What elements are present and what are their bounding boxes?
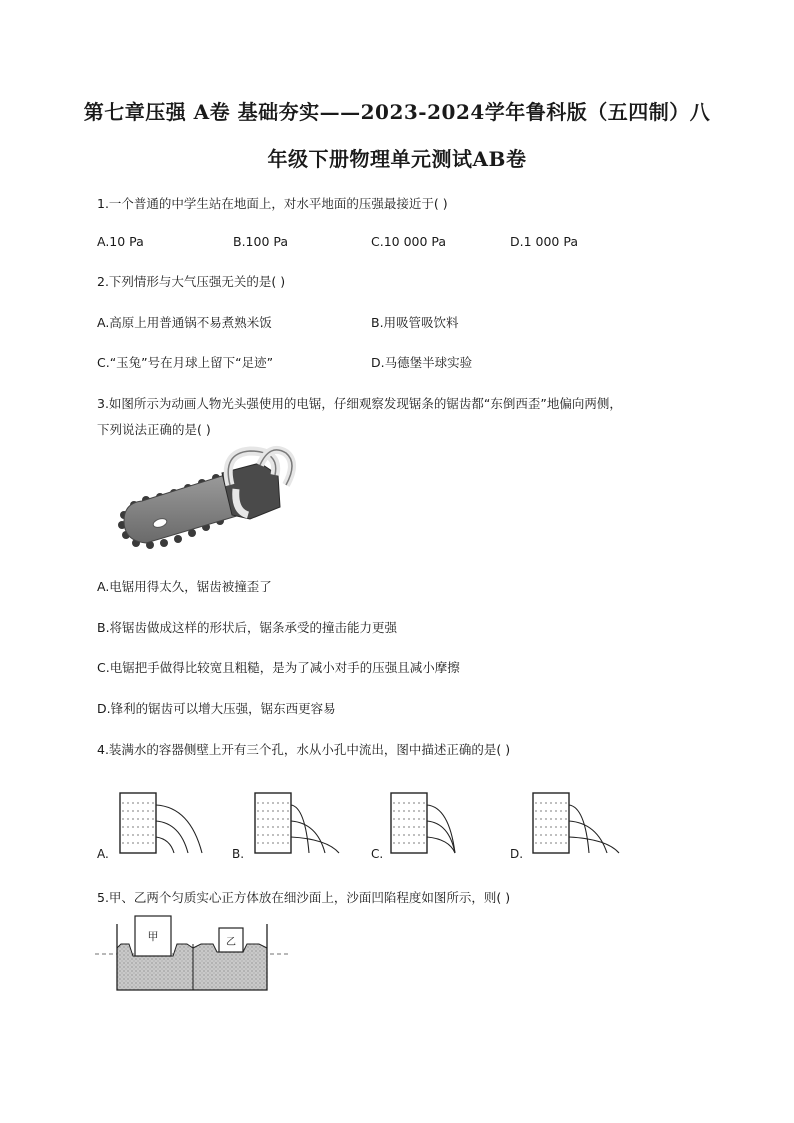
q4-figure-d-label: D. <box>510 847 524 861</box>
q1-option-c: C.10 000 Pa <box>371 234 447 249</box>
q3-option-c: C.电锯把手做得比较宽且粗糙，是为了减小对手的压强且减小摩擦 <box>97 660 460 675</box>
q2-option-d: D.马德堡半球实验 <box>371 355 473 370</box>
q2-option-b: B.用吸管吸饮料 <box>371 315 459 330</box>
chainsaw-figure <box>110 445 300 555</box>
question-1-stem: 1.一个普通的中学生站在地面上，对水平地面的压强最接近于( ) <box>97 196 448 211</box>
question-5-stem: 5.甲、乙两个匀质实心正方体放在细沙面上，沙面凹陷程度如图所示，则( ) <box>97 890 511 905</box>
q4-container-a-figure <box>112 783 212 863</box>
q4-figure-b-label: B. <box>232 847 245 861</box>
q2-option-c: C.“玉兔”号在月球上留下“足迹” <box>97 355 274 370</box>
q1-option-b: B.100 Pa <box>233 234 289 249</box>
q4-container-c-figure <box>383 783 483 863</box>
q4-figure-c-label: C. <box>371 847 384 861</box>
q1-option-d: D.1 000 Pa <box>510 234 578 249</box>
question-2-stem: 2.下列情形与大气压强无关的是( ) <box>97 274 286 289</box>
q4-figure-a-label: A. <box>97 847 109 861</box>
document-title-line2: 年级下册物理单元测试AB卷 <box>267 147 527 171</box>
question-4-stem: 4.装满水的容器侧壁上开有三个孔，水从小孔中流出，图中描述正确的是( ) <box>97 742 511 757</box>
q2-option-a: A.高原上用普通锅不易煮熟米饭 <box>97 315 272 330</box>
q4-container-b-figure <box>247 783 347 863</box>
cube-yi-label: 乙 <box>226 937 236 948</box>
cube-jia-label: 甲 <box>147 930 159 943</box>
question-3-stem-line1: 3.如图所示为动画人物光头强使用的电锯，仔细观察发现锯条的锯齿都“东倒西歪”地偏向两侧， <box>97 396 622 411</box>
q5-sand-figure <box>95 910 295 1000</box>
q1-option-a: A.10 Pa <box>97 234 144 249</box>
q4-container-d-figure <box>525 783 625 863</box>
document-title-line1: 第七章压强 A卷 基础夯实——2023-2024学年鲁科版（五四制）八 <box>83 100 711 124</box>
q3-option-b: B.将锯齿做成这样的形状后，锯条承受的撞击能力更强 <box>97 620 398 635</box>
q3-option-d: D.锋利的锯齿可以增大压强，锯东西更容易 <box>97 701 336 716</box>
q3-option-a: A.电锯用得太久，锯齿被撞歪了 <box>97 579 272 594</box>
question-3-stem-line2: 下列说法正确的是( ) <box>97 422 211 437</box>
